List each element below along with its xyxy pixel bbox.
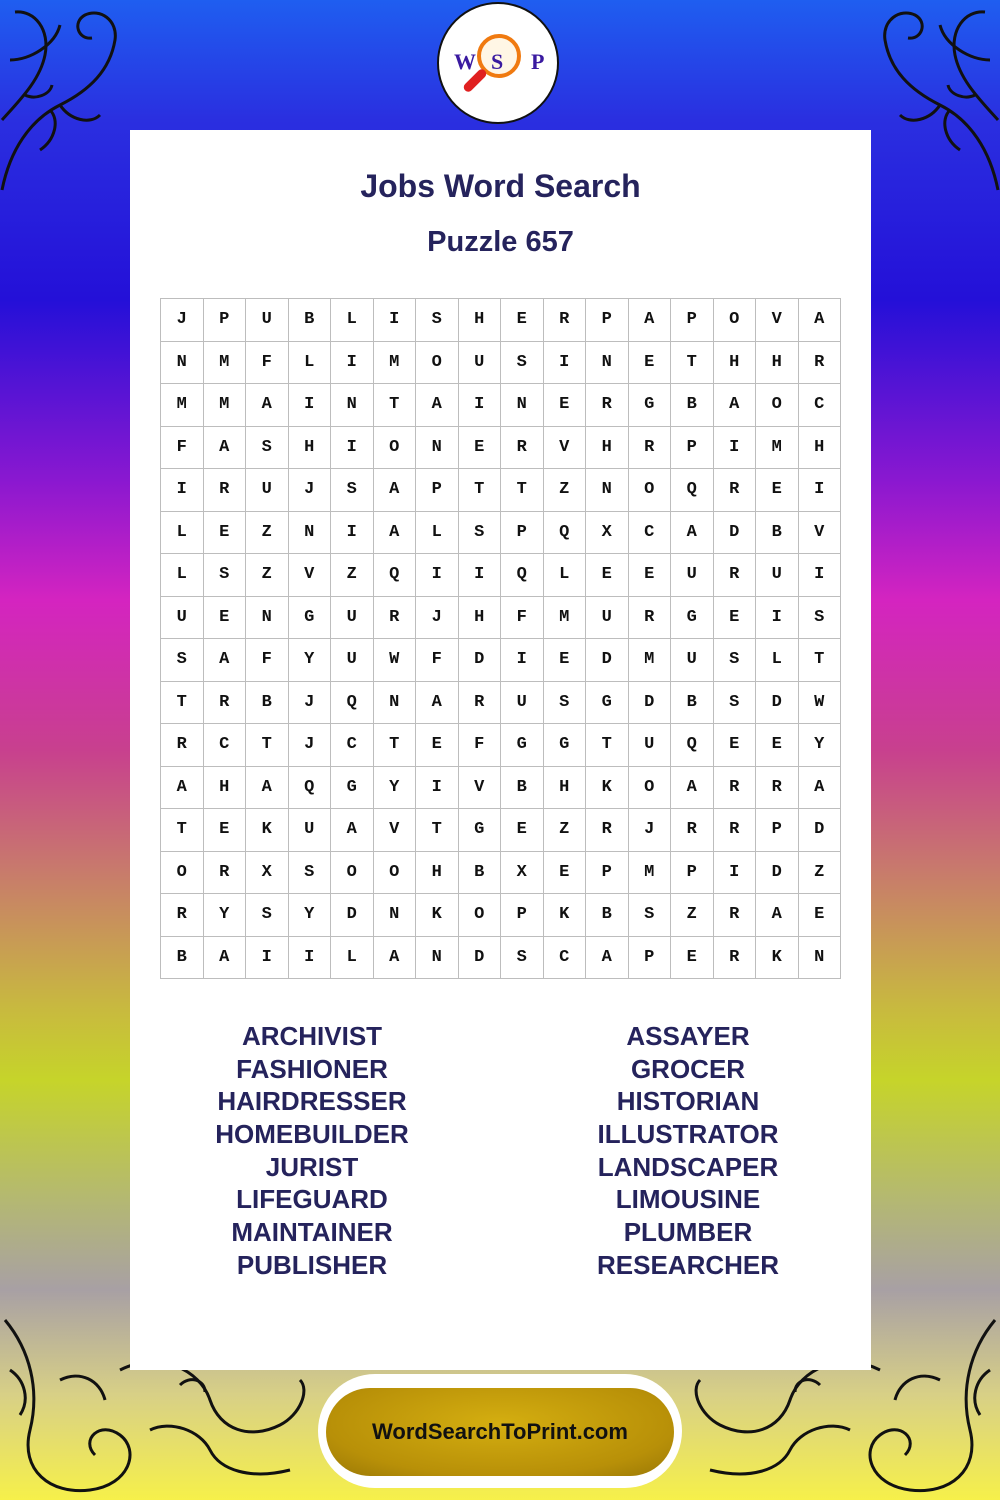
grid-cell: I — [246, 937, 289, 980]
grid-cell: N — [289, 512, 332, 555]
grid-cell: A — [204, 937, 247, 980]
grid-cell: E — [204, 809, 247, 852]
grid-cell: P — [501, 512, 544, 555]
grid-cell: C — [331, 724, 374, 767]
grid-cell: E — [459, 427, 502, 470]
grid-cell: C — [204, 724, 247, 767]
grid-cell: Z — [671, 894, 714, 937]
grid-cell: R — [204, 682, 247, 725]
grid-cell: N — [246, 597, 289, 640]
logo-letter-w: W — [454, 49, 476, 74]
grid-cell: U — [161, 597, 204, 640]
grid-cell: S — [289, 852, 332, 895]
grid-cell: I — [799, 554, 842, 597]
word-item: HAIRDRESSER — [217, 1086, 407, 1117]
grid-cell: H — [459, 597, 502, 640]
grid-cell: J — [289, 682, 332, 725]
word-item: GROCER — [630, 1053, 746, 1084]
grid-cell: O — [629, 469, 672, 512]
grid-cell: L — [289, 342, 332, 385]
grid-cell: A — [161, 767, 204, 810]
grid-cell: I — [416, 767, 459, 810]
grid-cell: A — [416, 682, 459, 725]
grid-cell: J — [629, 809, 672, 852]
grid-cell: T — [161, 809, 204, 852]
grid-cell: V — [544, 427, 587, 470]
grid-cell: G — [629, 384, 672, 427]
grid-cell: O — [374, 852, 417, 895]
grid-cell: P — [586, 852, 629, 895]
grid-cell: N — [374, 894, 417, 937]
grid-cell: L — [161, 512, 204, 555]
grid-cell: E — [671, 937, 714, 980]
grid-cell: N — [416, 937, 459, 980]
grid-cell: Y — [289, 639, 332, 682]
grid-cell: R — [714, 767, 757, 810]
grid-cell: P — [501, 894, 544, 937]
grid-cell: W — [374, 639, 417, 682]
grid-cell: S — [501, 937, 544, 980]
grid-cell: T — [586, 724, 629, 767]
grid-cell: F — [246, 342, 289, 385]
grid-cell: M — [161, 384, 204, 427]
grid-cell: Z — [544, 469, 587, 512]
grid-cell: R — [714, 554, 757, 597]
grid-cell: Q — [671, 469, 714, 512]
word-item: LANDSCAPER — [597, 1151, 779, 1182]
grid-cell: H — [586, 427, 629, 470]
grid-cell: U — [289, 809, 332, 852]
grid-cell: R — [161, 894, 204, 937]
word-item: LIFEGUARD — [236, 1184, 388, 1215]
grid-cell: G — [331, 767, 374, 810]
grid-cell: V — [289, 554, 332, 597]
grid-cell: S — [204, 554, 247, 597]
page-title: Jobs Word Search — [360, 168, 641, 204]
grid-cell: R — [714, 937, 757, 980]
word-item: ARCHIVIST — [241, 1021, 383, 1051]
grid-cell: S — [331, 469, 374, 512]
grid-cell: U — [756, 554, 799, 597]
grid-cell: R — [204, 852, 247, 895]
grid-cell: E — [501, 299, 544, 342]
grid-cell: N — [161, 342, 204, 385]
grid-cell: T — [799, 639, 842, 682]
grid-cell: I — [714, 427, 757, 470]
grid-cell: O — [756, 384, 799, 427]
grid-cell: S — [416, 299, 459, 342]
word-item: MAINTAINER — [231, 1217, 393, 1248]
grid-cell: R — [459, 682, 502, 725]
grid-cell: H — [289, 427, 332, 470]
grid-cell: A — [374, 469, 417, 512]
grid-cell: P — [671, 427, 714, 470]
grid-cell: Q — [544, 512, 587, 555]
grid-cell: L — [416, 512, 459, 555]
grid-cell: R — [714, 469, 757, 512]
grid-cell: B — [501, 767, 544, 810]
grid-cell: Z — [331, 554, 374, 597]
grid-cell: B — [289, 299, 332, 342]
grid-cell: Q — [671, 724, 714, 767]
grid-cell: R — [161, 724, 204, 767]
grid-cell: U — [331, 597, 374, 640]
grid-cell: M — [544, 597, 587, 640]
grid-cell: L — [161, 554, 204, 597]
grid-cell: D — [459, 937, 502, 980]
grid-cell: B — [756, 512, 799, 555]
grid-cell: K — [416, 894, 459, 937]
grid-cell: S — [799, 597, 842, 640]
word-list-left — [162, 1020, 462, 1282]
grid-cell: Y — [289, 894, 332, 937]
grid-cell: R — [629, 427, 672, 470]
grid-cell: B — [671, 384, 714, 427]
grid-cell: I — [416, 554, 459, 597]
grid-cell: A — [799, 299, 842, 342]
grid-cell: T — [374, 384, 417, 427]
word-item: LIMOUSINE — [615, 1184, 761, 1215]
grid-cell: P — [756, 809, 799, 852]
grid-cell: E — [544, 384, 587, 427]
grid-cell: S — [459, 512, 502, 555]
grid-cell: B — [246, 682, 289, 725]
grid-cell: A — [246, 767, 289, 810]
grid-cell: S — [629, 894, 672, 937]
grid-cell: O — [714, 299, 757, 342]
word-item: RESEARCHER — [596, 1249, 780, 1280]
grid-cell: X — [586, 512, 629, 555]
grid-cell: S — [161, 639, 204, 682]
grid-cell: O — [161, 852, 204, 895]
grid-cell: H — [459, 299, 502, 342]
grid-cell: R — [756, 767, 799, 810]
grid-cell: M — [374, 342, 417, 385]
grid-cell: V — [459, 767, 502, 810]
grid-cell: E — [204, 512, 247, 555]
grid-cell: M — [204, 384, 247, 427]
grid-cell: C — [544, 937, 587, 980]
grid-cell: I — [714, 852, 757, 895]
wsp-logo — [437, 2, 559, 124]
grid-cell: N — [416, 427, 459, 470]
grid-cell: P — [204, 299, 247, 342]
grid-cell: K — [586, 767, 629, 810]
grid-cell: R — [629, 597, 672, 640]
top-left-ornament — [0, 0, 130, 200]
grid-cell: J — [289, 469, 332, 512]
grid-cell: T — [374, 724, 417, 767]
grid-cell: I — [289, 384, 332, 427]
grid-cell: F — [246, 639, 289, 682]
grid-cell: R — [714, 894, 757, 937]
grid-cell: E — [756, 469, 799, 512]
grid-cell: R — [204, 469, 247, 512]
word-item: PLUMBER — [623, 1217, 753, 1248]
grid-cell: E — [501, 809, 544, 852]
grid-cell: I — [331, 342, 374, 385]
grid-cell: S — [246, 894, 289, 937]
grid-cell: A — [331, 809, 374, 852]
logo-letter-s: S — [491, 49, 504, 74]
grid-cell: G — [586, 682, 629, 725]
grid-cell: Z — [544, 809, 587, 852]
grid-cell: P — [416, 469, 459, 512]
grid-cell: I — [289, 937, 332, 980]
grid-cell: O — [416, 342, 459, 385]
grid-cell: K — [544, 894, 587, 937]
grid-cell: E — [544, 852, 587, 895]
grid-cell: K — [756, 937, 799, 980]
grid-cell: X — [501, 852, 544, 895]
grid-cell: C — [799, 384, 842, 427]
grid-cell: B — [161, 937, 204, 980]
grid-cell: Y — [374, 767, 417, 810]
grid-cell: V — [374, 809, 417, 852]
letter-grid — [160, 298, 841, 979]
word-item: ILLUSTRATOR — [597, 1119, 779, 1150]
grid-cell: M — [629, 852, 672, 895]
grid-cell: T — [501, 469, 544, 512]
grid-cell: H — [204, 767, 247, 810]
grid-cell: E — [629, 342, 672, 385]
grid-cell: A — [756, 894, 799, 937]
grid-cell: S — [714, 639, 757, 682]
grid-cell: E — [714, 597, 757, 640]
grid-cell: R — [586, 384, 629, 427]
grid-cell: H — [544, 767, 587, 810]
grid-cell: Q — [374, 554, 417, 597]
grid-cell: N — [799, 937, 842, 980]
grid-cell: D — [756, 682, 799, 725]
grid-cell: F — [416, 639, 459, 682]
grid-cell: V — [799, 512, 842, 555]
grid-cell: L — [331, 299, 374, 342]
grid-cell: U — [459, 342, 502, 385]
grid-cell: R — [799, 342, 842, 385]
grid-cell: E — [629, 554, 672, 597]
puzzle-number: Puzzle 657 — [427, 226, 574, 258]
grid-cell: O — [331, 852, 374, 895]
logo-letter-p: P — [531, 49, 545, 74]
grid-cell: D — [586, 639, 629, 682]
grid-cell: U — [671, 554, 714, 597]
grid-cell: I — [756, 597, 799, 640]
grid-cell: D — [331, 894, 374, 937]
grid-cell: G — [544, 724, 587, 767]
grid-cell: D — [459, 639, 502, 682]
grid-cell: A — [629, 299, 672, 342]
grid-cell: Z — [246, 554, 289, 597]
grid-cell: A — [671, 512, 714, 555]
grid-cell: T — [161, 682, 204, 725]
grid-cell: I — [374, 299, 417, 342]
grid-cell: T — [671, 342, 714, 385]
grid-cell: V — [756, 299, 799, 342]
grid-cell: A — [799, 767, 842, 810]
grid-cell: R — [374, 597, 417, 640]
grid-cell: I — [459, 384, 502, 427]
grid-cell: I — [459, 554, 502, 597]
grid-cell: A — [374, 937, 417, 980]
grid-cell: M — [629, 639, 672, 682]
grid-cell: E — [586, 554, 629, 597]
grid-cell: A — [671, 767, 714, 810]
grid-cell: W — [799, 682, 842, 725]
grid-cell: A — [246, 384, 289, 427]
grid-cell: U — [671, 639, 714, 682]
grid-cell: H — [714, 342, 757, 385]
grid-cell: N — [586, 469, 629, 512]
grid-cell: N — [374, 682, 417, 725]
grid-cell: I — [161, 469, 204, 512]
grid-cell: B — [671, 682, 714, 725]
grid-cell: J — [161, 299, 204, 342]
grid-cell: Y — [799, 724, 842, 767]
grid-cell: E — [714, 724, 757, 767]
grid-cell: C — [629, 512, 672, 555]
grid-cell: G — [459, 809, 502, 852]
grid-cell: T — [246, 724, 289, 767]
grid-cell: F — [161, 427, 204, 470]
grid-cell: I — [501, 639, 544, 682]
grid-cell: P — [629, 937, 672, 980]
word-item: FASHIONER — [236, 1053, 388, 1084]
grid-cell: S — [714, 682, 757, 725]
grid-cell: U — [501, 682, 544, 725]
grid-cell: A — [204, 639, 247, 682]
grid-cell: A — [416, 384, 459, 427]
grid-cell: P — [671, 299, 714, 342]
grid-cell: S — [544, 682, 587, 725]
grid-cell: I — [544, 342, 587, 385]
grid-cell: H — [416, 852, 459, 895]
grid-cell: D — [629, 682, 672, 725]
grid-cell: M — [204, 342, 247, 385]
word-item: ASSAYER — [626, 1021, 750, 1051]
grid-cell: L — [544, 554, 587, 597]
grid-cell: O — [459, 894, 502, 937]
grid-cell: K — [246, 809, 289, 852]
grid-cell: E — [799, 894, 842, 937]
grid-cell: Y — [204, 894, 247, 937]
word-item: JURIST — [265, 1151, 359, 1182]
grid-cell: A — [204, 427, 247, 470]
grid-cell: U — [331, 639, 374, 682]
grid-cell: L — [331, 937, 374, 980]
grid-cell: R — [671, 809, 714, 852]
grid-cell: E — [416, 724, 459, 767]
grid-cell: G — [501, 724, 544, 767]
grid-cell: D — [756, 852, 799, 895]
grid-cell: N — [331, 384, 374, 427]
grid-cell: I — [799, 469, 842, 512]
grid-cell: U — [246, 299, 289, 342]
grid-cell: H — [799, 427, 842, 470]
grid-cell: R — [501, 427, 544, 470]
grid-cell: Q — [501, 554, 544, 597]
top-right-ornament — [870, 0, 1000, 200]
grid-cell: R — [714, 809, 757, 852]
word-list-right — [538, 1020, 838, 1282]
grid-cell: G — [289, 597, 332, 640]
grid-cell: E — [544, 639, 587, 682]
grid-cell: O — [629, 767, 672, 810]
word-item: HISTORIAN — [616, 1086, 760, 1117]
footer-badge — [318, 1374, 682, 1488]
grid-cell: Q — [289, 767, 332, 810]
site-link[interactable]: WordSearchToPrint.com — [326, 1388, 674, 1476]
grid-cell: F — [501, 597, 544, 640]
grid-cell: O — [374, 427, 417, 470]
word-item: PUBLISHER — [236, 1249, 388, 1280]
grid-cell: Z — [246, 512, 289, 555]
grid-cell: A — [714, 384, 757, 427]
grid-cell: P — [586, 299, 629, 342]
grid-cell: L — [756, 639, 799, 682]
grid-cell: X — [246, 852, 289, 895]
grid-cell: A — [374, 512, 417, 555]
grid-cell: U — [586, 597, 629, 640]
grid-cell: U — [246, 469, 289, 512]
grid-cell: S — [501, 342, 544, 385]
grid-cell: N — [501, 384, 544, 427]
grid-cell: Z — [799, 852, 842, 895]
grid-cell: Q — [331, 682, 374, 725]
grid-cell: B — [459, 852, 502, 895]
grid-cell: E — [756, 724, 799, 767]
grid-cell: U — [629, 724, 672, 767]
grid-cell: I — [331, 512, 374, 555]
grid-cell: S — [246, 427, 289, 470]
grid-cell: N — [586, 342, 629, 385]
grid-cell: B — [586, 894, 629, 937]
grid-cell: F — [459, 724, 502, 767]
grid-cell: J — [416, 597, 459, 640]
grid-cell: D — [799, 809, 842, 852]
grid-cell: H — [756, 342, 799, 385]
grid-cell: I — [331, 427, 374, 470]
grid-cell: E — [204, 597, 247, 640]
grid-cell: M — [756, 427, 799, 470]
grid-cell: J — [289, 724, 332, 767]
grid-cell: T — [459, 469, 502, 512]
grid-cell: G — [671, 597, 714, 640]
grid-cell: T — [416, 809, 459, 852]
grid-cell: A — [586, 937, 629, 980]
grid-cell: R — [544, 299, 587, 342]
grid-cell: D — [714, 512, 757, 555]
word-item: HOMEBUILDER — [215, 1119, 409, 1150]
puzzle-panel — [130, 130, 871, 1370]
grid-cell: R — [586, 809, 629, 852]
grid-cell: P — [671, 852, 714, 895]
